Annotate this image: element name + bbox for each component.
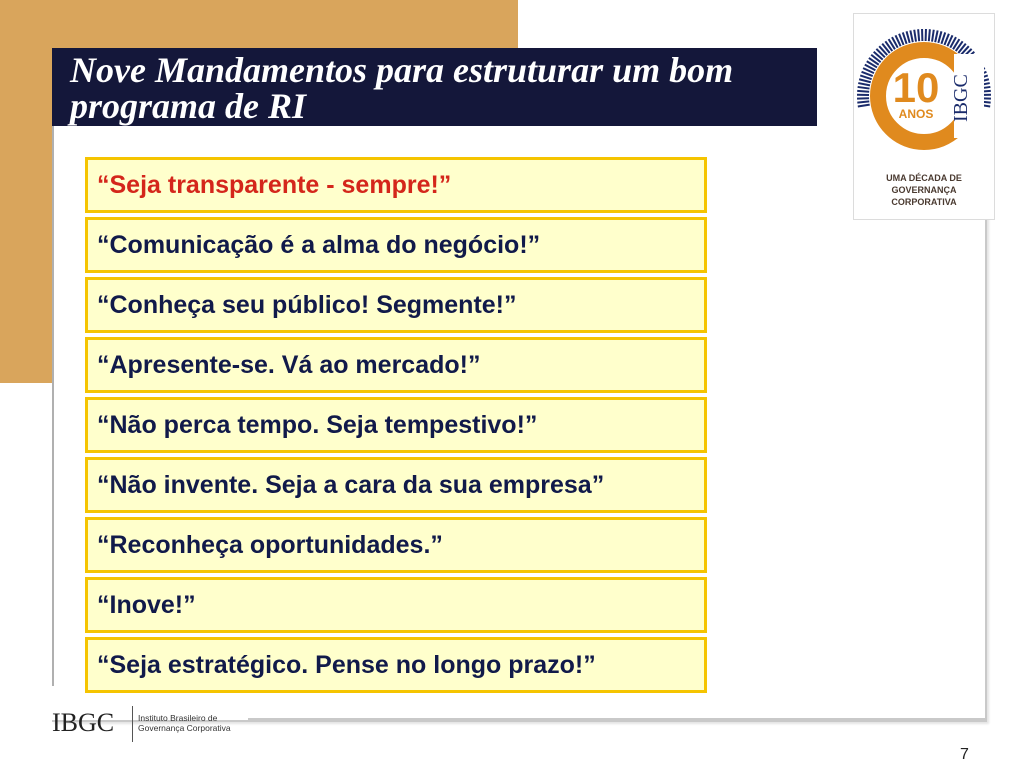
seal-badge-icon	[854, 14, 994, 174]
list-item: “Seja transparente - sempre!”	[85, 157, 707, 213]
footer-rule	[248, 718, 986, 720]
list-item: “Inove!”	[85, 577, 707, 633]
list-item: “Não invente. Seja a cara da sua empresa”	[85, 457, 707, 513]
institute-name: Instituto Brasileiro de Governança Corporativa	[138, 713, 231, 733]
list-item: “Não perca tempo. Seja tempestivo!”	[85, 397, 707, 453]
list-item: “Apresente-se. Vá ao mercado!”	[85, 337, 707, 393]
list-item: “Conheça seu público! Segmente!”	[85, 277, 707, 333]
anniversary-seal	[853, 13, 995, 220]
ibgc-logo: IBGC	[52, 708, 115, 737]
list-item: “Reconheça oportunidades.”	[85, 517, 707, 573]
slide-title: Nove Mandamentos para estruturar um bom programa de RI	[70, 50, 734, 126]
list-item: “Comunicação é a alma do negócio!”	[85, 217, 707, 273]
seal-anos: ANOS	[898, 107, 934, 121]
page-number: 7	[960, 746, 969, 763]
seal-tagline: UMA DÉCADA DE GOVERNANÇA CORPORATIVA	[886, 173, 962, 207]
list-item: “Seja estratégico. Pense no longo prazo!”	[85, 637, 707, 693]
left-divider	[52, 126, 54, 686]
seal-number: 10	[892, 64, 940, 111]
commandments-list	[85, 157, 707, 697]
seal-brand: IBGC	[950, 74, 972, 122]
footer-logo	[52, 704, 272, 744]
logo-separator	[132, 706, 133, 742]
